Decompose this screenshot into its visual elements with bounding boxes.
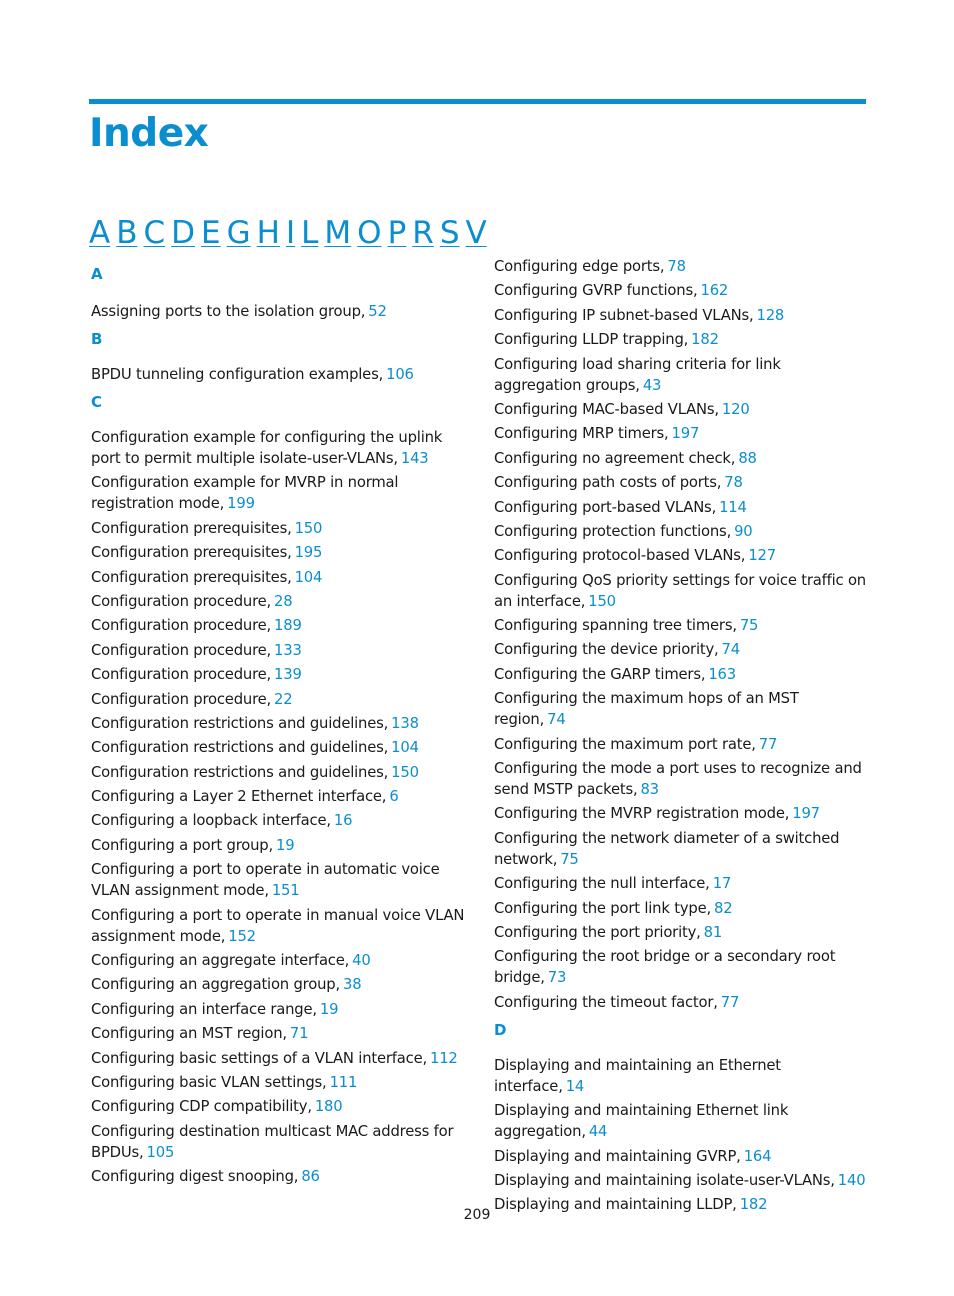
index-entry: [494, 946, 869, 988]
index-entry: [91, 1096, 466, 1117]
index-entry-text: Configuring a port to operate in manual voice VLAN assignment mode,: [91, 906, 465, 945]
index-entry-text: Configuration example for configuring the uplink port to permit multiple isolate-user-VLANs,: [91, 429, 443, 467]
page-link[interactable]: 150: [588, 592, 616, 610]
page-link[interactable]: 74: [721, 641, 740, 659]
index-entry-text: Configuring a Layer 2 Ethernet interface,: [91, 788, 387, 806]
page-link[interactable]: 43: [642, 376, 662, 394]
page-link[interactable]: 199: [227, 495, 255, 513]
index-entry-text: Configuring the root bridge or a secondary root bridge,: [494, 948, 836, 987]
index-entry: [91, 364, 466, 385]
index-entry-text: Configuration prerequisites,: [91, 544, 292, 562]
alpha-link-c[interactable]: C: [143, 215, 166, 251]
index-entry: [494, 399, 869, 420]
index-entry-text: Configuring no agreement check,: [494, 449, 736, 467]
index-entry: [494, 922, 869, 943]
index-entry-text: Configuring protocol-based VLANs,: [494, 547, 746, 565]
alpha-link-l[interactable]: L: [301, 215, 319, 251]
index-entry: [91, 664, 466, 685]
page-link[interactable]: 140: [837, 1171, 866, 1189]
page-link[interactable]: 17: [712, 875, 732, 893]
index-entry: [91, 713, 466, 734]
page-number: 209: [463, 1207, 491, 1223]
index-entry-text: Configuring the MVRP registration mode,: [494, 805, 790, 823]
index-entry-text: Configuring destination multicast MAC address for BPDUs,: [91, 1122, 454, 1161]
index-entry: [494, 898, 869, 919]
index-entry: [91, 974, 466, 995]
index-entry: [91, 905, 466, 947]
index-entry: [494, 615, 869, 636]
alpha-link-b[interactable]: B: [116, 215, 138, 251]
page-link[interactable]: 197: [792, 805, 820, 823]
page-link[interactable]: 138: [391, 714, 419, 732]
index-entry: [91, 1072, 466, 1093]
index-entry-text: Configuration procedure,: [91, 592, 272, 610]
index-entry-text: Configuring digest snooping,: [91, 1168, 299, 1186]
index-entry-text: Configuring basic VLAN settings,: [91, 1073, 327, 1091]
index-entry-text: Configuring edge ports,: [494, 258, 665, 275]
index-entry: [91, 472, 466, 514]
alpha-link-d[interactable]: D: [171, 215, 196, 251]
index-entry-text: Configuring load sharing criteria for link aggregation groups,: [494, 355, 781, 394]
index-entry: [91, 567, 466, 588]
index-entry-text: Configuring QoS priority settings for voice traffic on an interface,: [494, 571, 866, 610]
index-entry-text: Configuring the GARP timers,: [494, 665, 706, 683]
index-entry-text: Configuring spanning tree timers,: [494, 617, 737, 635]
index-entry: [494, 1055, 869, 1097]
page-link[interactable]: 78: [667, 258, 686, 275]
page-link[interactable]: 120: [721, 400, 750, 418]
index-entry-text: Configuring the device priority,: [494, 641, 719, 659]
index-entry: [91, 615, 466, 636]
index-entry: [91, 427, 466, 469]
index-entry-text: Configuring IP subnet-based VLANs,: [494, 306, 754, 324]
page-link[interactable]: 19: [276, 836, 295, 854]
index-entry-text: Configuring a loopback interface,: [91, 812, 331, 830]
index-entry: [494, 305, 869, 326]
page-link[interactable]: 163: [708, 665, 736, 683]
index-entry-text: Configuring the port priority,: [494, 923, 701, 941]
index-entry-text: Configuration restrictions and guidelines,: [91, 714, 389, 732]
page-link[interactable]: 81: [703, 923, 723, 941]
index-entry-text: Configuration procedure,: [91, 666, 272, 684]
page-link[interactable]: 150: [391, 763, 419, 781]
page-link[interactable]: 133: [274, 641, 302, 659]
index-entry: [91, 786, 466, 807]
page-link[interactable]: 114: [719, 498, 747, 516]
index-entry: [91, 689, 466, 710]
index-entry-text: Configuration prerequisites,: [91, 568, 292, 586]
section-letter-c: C: [91, 393, 103, 411]
index-entry-text: Configuring the port link type,: [494, 899, 711, 917]
index-entry-text: Configuration restrictions and guidelines,: [91, 763, 389, 781]
index-entry-text: Configuring protection functions,: [494, 522, 732, 540]
index-entry-text: Configuring an MST region,: [91, 1025, 287, 1043]
alpha-link-m[interactable]: M: [324, 215, 352, 251]
page-link[interactable]: 19: [319, 1000, 339, 1018]
alpha-link-i[interactable]: I: [285, 215, 296, 251]
page-link[interactable]: 77: [758, 735, 778, 753]
index-entry-text: Configuring CDP compatibility,: [91, 1098, 312, 1116]
index-entry: [494, 639, 869, 660]
index-entry-text: Configuring basic settings of a VLAN interface,: [91, 1049, 427, 1067]
page-link[interactable]: 6: [389, 788, 399, 806]
page-link[interactable]: 128: [756, 306, 785, 324]
index-entry-text: Configuration restrictions and guidelines,: [91, 739, 389, 757]
page-link[interactable]: 22: [274, 690, 293, 708]
page-link[interactable]: 106: [386, 366, 414, 383]
index-entry-text: Configuration example for MVRP in normal registration mode,: [91, 474, 399, 513]
page-link[interactable]: 38: [342, 976, 362, 994]
alpha-link-e[interactable]: E: [201, 215, 221, 251]
index-entry: [91, 301, 466, 322]
page-link[interactable]: 86: [301, 1168, 320, 1186]
index-entry: [91, 640, 466, 661]
page-link[interactable]: 197: [671, 425, 700, 443]
index-entry: [494, 1100, 869, 1142]
page-link[interactable]: 182: [691, 331, 719, 349]
index-entry-text: Configuration procedure,: [91, 690, 272, 708]
page-link[interactable]: 44: [588, 1123, 608, 1141]
index-entry: [91, 1166, 466, 1187]
page-link[interactable]: 127: [748, 547, 776, 565]
index-entry: [91, 999, 466, 1020]
index-entry-text: Configuring the null interface,: [494, 875, 710, 893]
index-entry: [91, 1121, 466, 1163]
index-entry-text: Configuration prerequisites,: [91, 519, 292, 537]
index-entry-text: Configuring path costs of ports,: [494, 474, 722, 492]
index-entry-text: Configuration procedure,: [91, 617, 272, 635]
index-entry-text: Configuring LLDP trapping,: [494, 331, 689, 349]
section-letter-d: D: [494, 1020, 507, 1039]
index-entry: [494, 497, 869, 518]
index-entry: [494, 734, 869, 755]
page-link[interactable]: 104: [391, 739, 419, 757]
index-entry: [494, 448, 869, 469]
index-entry: [91, 859, 466, 901]
index-entry: [494, 1146, 869, 1167]
index-entry-text: Configuring MRP timers,: [494, 425, 669, 443]
index-entry-text: BPDU tunneling configuration examples,: [91, 366, 384, 383]
index-entry: [494, 828, 869, 870]
index-entry-text: Configuring the maximum hops of an MST region,: [494, 690, 799, 729]
index-entry-text: Configuring the maximum port rate,: [494, 735, 756, 753]
alpha-link-a[interactable]: A: [89, 215, 111, 251]
index-entry-text: Displaying and maintaining isolate-user-VLANs,: [494, 1171, 835, 1189]
index-entry: [91, 737, 466, 758]
index-entry: [494, 803, 869, 824]
page-link[interactable]: 139: [274, 666, 302, 684]
index-entry: [494, 1170, 869, 1191]
page-link[interactable]: 150: [294, 519, 323, 537]
index-entry: [494, 758, 869, 800]
page-link[interactable]: 28: [274, 592, 293, 610]
page-link[interactable]: 164: [743, 1147, 772, 1165]
page-link[interactable]: 16: [333, 812, 353, 830]
section-letter-b: B: [91, 330, 103, 348]
alpha-link-r[interactable]: R: [412, 215, 434, 251]
alphabet-nav: [89, 213, 493, 253]
index-entry-text: Configuring port-based VLANs,: [494, 498, 717, 516]
index-entry-text: Configuring an interface range,: [91, 1000, 317, 1018]
alpha-link-o[interactable]: O: [357, 215, 382, 251]
page-link[interactable]: 105: [146, 1143, 175, 1161]
index-entry-text: Configuring the timeout factor,: [494, 993, 718, 1011]
page-link[interactable]: 75: [739, 617, 759, 635]
page-link[interactable]: 152: [228, 927, 256, 945]
index-column-right: [494, 256, 869, 1219]
index-entry: [494, 329, 869, 350]
page-link[interactable]: 52: [368, 303, 387, 320]
index-entry: [91, 1048, 466, 1069]
index-entry-text: Configuration procedure,: [91, 641, 272, 659]
index-entry: [494, 472, 869, 493]
index-entry: [494, 664, 869, 685]
page-link[interactable]: 195: [294, 544, 323, 562]
index-entry: [494, 545, 869, 566]
index-entry: [494, 521, 869, 542]
page-link[interactable]: 189: [274, 617, 302, 635]
alpha-link-s[interactable]: S: [439, 215, 460, 251]
index-entry-text: Configuring a port to operate in automatic voice VLAN assignment mode,: [91, 861, 440, 900]
index-entry-text: Assigning ports to the isolation group,: [91, 303, 366, 320]
index-entry: [494, 256, 869, 277]
section-letter-a: A: [91, 265, 103, 283]
index-entry-text: Configuring an aggregate interface,: [91, 952, 350, 970]
index-entry: [91, 835, 466, 856]
page-link[interactable]: 104: [294, 568, 323, 586]
page-link[interactable]: 143: [400, 450, 429, 467]
index-entry-text: Configuring a port group,: [91, 836, 274, 854]
alpha-link-p[interactable]: P: [387, 215, 407, 251]
index-entry: [91, 542, 466, 563]
index-entry-text: Displaying and maintaining LLDP,: [494, 1196, 737, 1214]
page-link[interactable]: 182: [739, 1196, 768, 1214]
page-link[interactable]: 111: [329, 1073, 358, 1091]
index-entry: [91, 1023, 466, 1044]
page-link[interactable]: 88: [738, 449, 757, 467]
alpha-link-v[interactable]: V: [465, 215, 487, 251]
index-entry-text: Configuring the mode a port uses to recognize and send MSTP packets,: [494, 760, 862, 799]
page-link[interactable]: 151: [271, 882, 300, 900]
index-entry: [494, 280, 869, 301]
index-column-left: [91, 256, 466, 1191]
page-link[interactable]: 112: [430, 1049, 458, 1067]
index-entry-text: Configuring an aggregation group,: [91, 976, 340, 994]
page-link[interactable]: 74: [547, 711, 566, 729]
index-entry: [494, 570, 869, 612]
page-link[interactable]: 75: [560, 850, 579, 868]
page-link[interactable]: 40: [352, 952, 371, 970]
index-entry: [91, 591, 466, 612]
index-entry: [494, 354, 869, 396]
index-entry: [91, 950, 466, 971]
index-entry-text: Configuring MAC-based VLANs,: [494, 400, 719, 418]
alpha-link-g[interactable]: G: [226, 215, 251, 251]
index-entry: [494, 992, 869, 1013]
page-link[interactable]: 71: [289, 1025, 309, 1043]
index-entry-text: Configuring GVRP functions,: [494, 282, 698, 300]
index-entry: [91, 518, 466, 539]
page-link[interactable]: 180: [314, 1098, 343, 1116]
page-link[interactable]: 78: [724, 474, 743, 492]
page-link[interactable]: 90: [734, 522, 753, 540]
index-entry-text: Displaying and maintaining GVRP,: [494, 1147, 741, 1165]
header-rule: [89, 99, 866, 104]
index-entry: [494, 873, 869, 894]
index-entry-text: Configuring the network diameter of a switched network,: [494, 829, 840, 868]
page-link[interactable]: 77: [720, 993, 740, 1011]
index-entry-text: Displaying and maintaining Ethernet link aggregation,: [494, 1102, 789, 1141]
page-title: Index: [89, 111, 209, 156]
page-link[interactable]: 83: [640, 781, 659, 799]
alpha-link-h[interactable]: H: [256, 215, 280, 251]
index-entry-text: Displaying and maintaining an Ethernet interface,: [494, 1056, 781, 1095]
page-link[interactable]: 14: [565, 1077, 585, 1095]
index-entry: [91, 762, 466, 783]
page-link[interactable]: 73: [547, 969, 567, 987]
index-entry: [494, 688, 869, 730]
index-entry: [494, 423, 869, 444]
page-link[interactable]: 162: [700, 282, 729, 300]
index-entry: [91, 810, 466, 831]
page-link[interactable]: 82: [713, 899, 733, 917]
